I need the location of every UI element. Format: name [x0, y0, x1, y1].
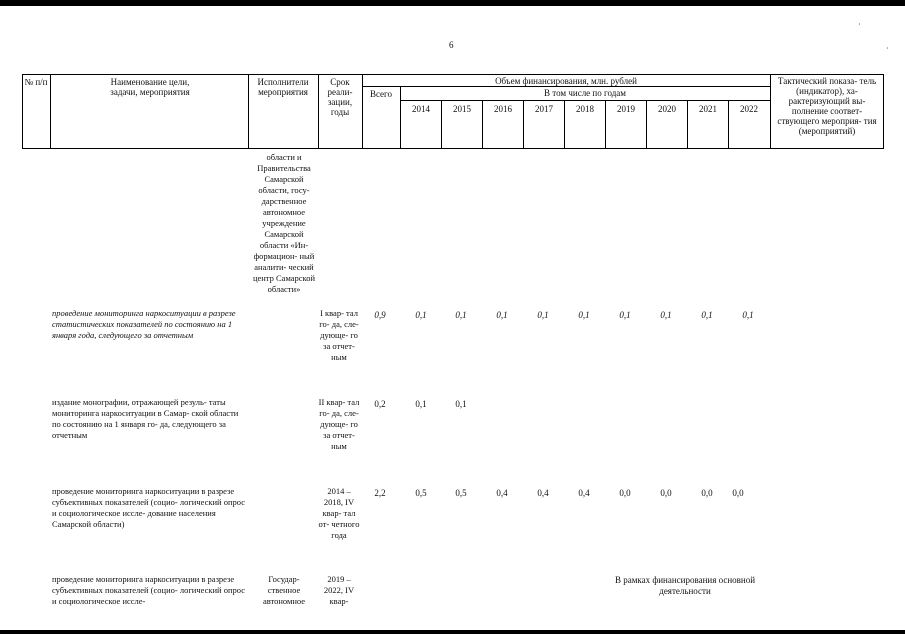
row-name: проведение мониторинга наркоситуации в разрезе субъективных показателей (социо- логический опрос и социологическое иссле- — [52, 574, 246, 606]
bottom-border — [0, 630, 905, 634]
header-year: 2018 — [576, 104, 594, 114]
header-name: Наименование цели, задачи, мероприятия — [110, 77, 190, 97]
row-executors: области и Правительства Самарской области, госу- дарственное автономное учреждение Самарской области «Ин- формацион- ный аналити- ческий центр Самарской области» — [252, 152, 316, 294]
header-number: № п/п — [24, 77, 48, 87]
row-year-value: 0,1 — [537, 310, 549, 320]
row-name: проведение мониторинга наркоситуации в разрезе статистических показателей по состоянию на 1 января года, следующего за отчетным — [52, 308, 236, 340]
row-year-value: 0,4 — [537, 488, 549, 498]
row-name: проведение мониторинга наркоситуации в разрезе субъективных показателей (социо- логический опрос и социологическое иссле- дование населения Самарской области) — [52, 486, 246, 529]
row-year-value: 0,1 — [455, 399, 467, 409]
header-total: Всего — [369, 89, 393, 99]
header-funding: Объем финансирования, млн. рублей — [495, 76, 637, 86]
row-year-value: 0,1 — [496, 310, 508, 320]
row-term: 2014 – 2018, IV квар- тал от- четного года — [318, 486, 360, 540]
row-year-value: 0,0 — [732, 488, 744, 498]
row-year-value: 0,5 — [415, 488, 427, 498]
row-total: 2,2 — [374, 488, 386, 498]
header-term: Срок реали- зации, годы — [327, 77, 353, 117]
row-year-value: 0,1 — [701, 310, 713, 320]
row-term: I квар- тал го- да, сле- дующе- го за отчет- ным — [319, 308, 359, 362]
row-term: II квар- тал го- да, сле- дующе- го за отчет- ным — [318, 397, 360, 451]
row-name: издание монографии, отражающей резуль- таты мониторинга наркоситуации в Самар- ской области по состоянию на 1 января го- да, следующего за отчетным — [52, 397, 239, 440]
row-term: 2019 – 2022, IV квар- — [323, 574, 355, 606]
scan-speck: · — [858, 20, 861, 29]
row-year-value: 0,1 — [415, 310, 427, 320]
row-year-value: 0,0 — [701, 488, 713, 498]
header-year: 2022 — [740, 104, 758, 114]
header-year: 2014 — [412, 104, 430, 114]
row-total: 0,9 — [374, 310, 386, 320]
row-year-value: 0,1 — [578, 310, 590, 320]
row-year-value: 0,4 — [578, 488, 590, 498]
row-executors: Государ- ственное автономное — [262, 574, 306, 606]
row-funding-note: В рамках финансирования основной деятельности — [614, 575, 756, 596]
row-year-value: 0,1 — [742, 310, 754, 320]
row-year-value: 0,1 — [455, 310, 467, 320]
header-year: 2019 — [617, 104, 635, 114]
row-year-value: 0,1 — [619, 310, 631, 320]
header-year: 2020 — [658, 104, 676, 114]
top-border — [0, 0, 905, 6]
row-year-value: 0,1 — [660, 310, 672, 320]
header-year: 2017 — [535, 104, 553, 114]
row-total: 0,2 — [374, 399, 386, 409]
row-year-value: 0,0 — [660, 488, 672, 498]
row-year-value: 0,4 — [496, 488, 508, 498]
scan-speck: · — [886, 44, 889, 53]
header-year: 2015 — [453, 104, 471, 114]
row-year-value: 0,5 — [455, 488, 467, 498]
row-year-value: 0,1 — [415, 399, 427, 409]
page-number: 6 — [449, 40, 454, 50]
row-year-value: 0,0 — [619, 488, 631, 498]
header-indicator: Тактический показа- тель (индикатор), ха- рактеризующий вы- полнение соответ- ствующего мероприя- тия (мероприятий) — [777, 76, 877, 136]
header-year: 2021 — [699, 104, 717, 114]
header-by-years: В том числе по годам — [544, 88, 626, 98]
header-executors: Исполнители мероприятия — [257, 77, 309, 97]
header-year: 2016 — [494, 104, 512, 114]
